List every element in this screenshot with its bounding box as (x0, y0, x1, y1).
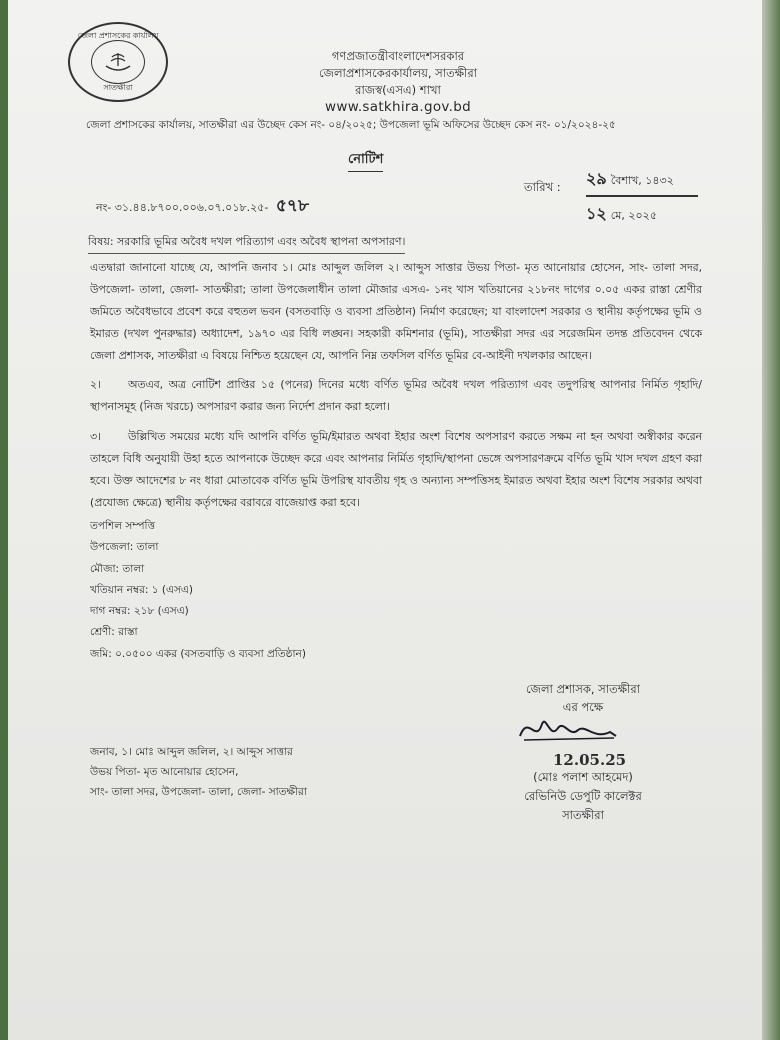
government-seal (68, 22, 168, 102)
case-reference: জেলা প্রশাসকের কার্যালয়, সাতক্ষীরা এর উচ্ছেদ কেস নং- ০৪/২০২৫; উপজেলা ভূমি অফিসের উচ্ছেদ কেস নং- ০১/২০২৪-২৫ (86, 119, 616, 131)
date-divider (586, 195, 698, 197)
emblem-icon (91, 40, 145, 84)
letterhead-office: জেলাপ্রশাসকেরকার্যালয়, সাতক্ষীরা (319, 66, 477, 80)
signatory-place: সাতক্ষীরা (562, 808, 604, 822)
schedule-item: খতিয়ান নম্বর: ১ (এসএ) (90, 583, 193, 596)
date-english-day: ১২ (586, 203, 607, 223)
signature-date: 12.05.25 (553, 751, 627, 769)
date-bangla-day: ২৯ (586, 169, 607, 188)
addressee-block (90, 742, 307, 802)
paragraph-2 (90, 374, 702, 418)
seal-text-bottom: সাতক্ষীরা (103, 83, 133, 92)
seal-text-top: জেলা প্রশাসকের কার্যালয় (77, 31, 159, 40)
addressee-names: জনাব, ১। মোঃ আব্দুল জলিল, ২। আব্দুস সাত্তার (90, 746, 293, 758)
signatory-on-behalf: এর পক্ষে (562, 700, 604, 714)
schedule-item: শ্রেণী: রাস্তা (90, 626, 138, 639)
paragraph-intro: এতদ্বারা জানানো যাচ্ছে যে, আপনি জনাব ১। মোঃ আব্দুল জলিল ২। আব্দুস সাত্তার উভয় পিতা- মৃত আনোয়ার হোসেন, সাং- তালা সদর, উপজেলা- তালা, জেলা- সাতক্ষীরা; তালা উপজেলাধীন তালা মৌজার এসএ- ১নং খাস খতিয়ানের ২১৮নং দাগের ০.০৫ একর রাস্তা শ্রেণীর জমিতে অবৈধভাবে প্রবেশ করে বহুতল ভবন (বসতবাড়ি ও ব্যবসা প্রতিষ্ঠান) নির্মাণ করেছেন; যা বাংলাদেশ সরকার ও স্থানীয় কর্তৃপক্ষের ভূমি ও ইমারত (দখল পুনরুদ্ধার) অধ্যাদেশ, ১৯৭০ এর বিধি লঙ্ঘন। সহকারী কমিশনার (ভূমি), সাতক্ষীরা সদর এর সরেজমিন তদন্ত প্রতিবেদন থেকে জেলা প্রশাসক, সাতক্ষীরা এ বিষয়ে নিশ্চিত হয়েছেন যে, আপনি নিম্ন তফসিল বর্ণিত ভূমির বে-আইনী দখলকার আছেন। (90, 261, 702, 362)
memo-number-printed: নং- ৩১.৪৪.৮৭০০.০০৬.০৭.০১৮.২৫- (96, 201, 269, 214)
letterhead-website: www.satkhira.gov.bd (325, 99, 471, 115)
signatory-name: (মোঃ পলাশ আহমেদ) (533, 770, 633, 784)
schedule-item: উপজেলা: তালা (90, 541, 159, 554)
property-schedule (90, 516, 306, 665)
notice-document (8, 0, 765, 1040)
letterhead (268, 48, 528, 116)
date-bangla-rest: বৈশাখ, ১৪৩২ (610, 174, 674, 187)
letterhead-section: রাজস্ব(এসএ) শাখা (355, 83, 441, 97)
notice-title: নোটিশ (348, 150, 383, 172)
paragraph-2-number: ২। (90, 378, 101, 391)
handwritten-signature (514, 710, 624, 750)
schedule-item: মৌজা: তালা (90, 562, 145, 575)
signatory-title: রেভিনিউ ডেপুটি কালেক্টর (524, 789, 642, 803)
letterhead-government: গণপ্রজাতন্ত্রীবাংলাদেশসরকার (331, 49, 465, 63)
addressee-address: সাং- তালা সদর, উপজেলা- তালা, জেলা- সাতক্ষীরা (90, 786, 307, 798)
paragraph-3-number: ৩। (90, 430, 101, 443)
background-edge (762, 0, 780, 1040)
signatory-details (503, 768, 663, 825)
schedule-item: জমি: ০.০৫০০ একর (বসতবাড়ি ও ব্যবসা প্রতিষ্ঠান) (90, 647, 306, 660)
paragraph-3 (90, 426, 702, 514)
subject-line: বিষয়: সরকারি ভূমির অবৈধ দখল পরিত্যাগ এবং অবৈধ স্থাপনা অপসারণ। (88, 233, 405, 254)
schedule-heading: তপশিল সম্পত্তি (90, 520, 155, 532)
memo-number-handwritten: ৫৭৮ (275, 196, 309, 216)
date-block (586, 166, 706, 228)
date-label: তারিখ : (524, 180, 561, 194)
signatory-authority: জেলা প্রশাসক, সাতক্ষীরা (525, 682, 641, 696)
paragraph-2-text: অতএব, অত্র নোটিশ প্রাপ্তির ১৫ (পনের) দিনের মধ্যে বর্ণিত ভূমির অবৈধ দখল পরিত্যাগ এবং তদুপরিস্থ আপনার নির্মিত গৃহাদি/স্থাপনাসমূহ (নিজ খরচে) অপসারণ করার জন্য নির্দেশ প্রদান করা হলো। (90, 378, 702, 413)
date-bangla (586, 166, 706, 193)
memo-number (96, 193, 309, 221)
addressee-father: উভয় পিতা- মৃত আনোয়ার হোসেন, (90, 766, 239, 778)
schedule-item: দাগ নম্বর: ২১৮ (এসএ) (90, 605, 189, 618)
date-english (586, 201, 706, 228)
date-english-rest: মে, ২০২৫ (610, 208, 657, 222)
paragraph-3-text: উল্লিখিত সময়ের মধ্যে যদি আপনি বর্ণিত ভূমি/ইমারত অথবা ইহার অংশ বিশেষ অপসারণ করতে সক্ষম না হন অথবা অস্বীকার করেন তাহলে বিধি অনুযায়ী উহা হতে আপনাকে উচ্ছেদ করে এবং আপনার নির্মিত গৃহাদি/স্থাপনা ভেঙ্গে অপসারণক্রমে বর্ণিত ভূমি খাস দখল গ্রহণ করা হবে। উক্ত আদেশের ৮ নং ধারা মোতাবেক বর্ণিত ভূমি উপরিস্থ যাবতীয় গৃহ ও অন্যান্য সম্পত্তিসহ ইমারত অথবা ইহার অংশ বিশেষ সরকার অথবা (প্রযোজ্য ক্ষেত্রে) স্থানীয় কর্তৃপক্ষের বরাবরে বাজেয়াপ্ত করা হবে। (90, 430, 702, 509)
